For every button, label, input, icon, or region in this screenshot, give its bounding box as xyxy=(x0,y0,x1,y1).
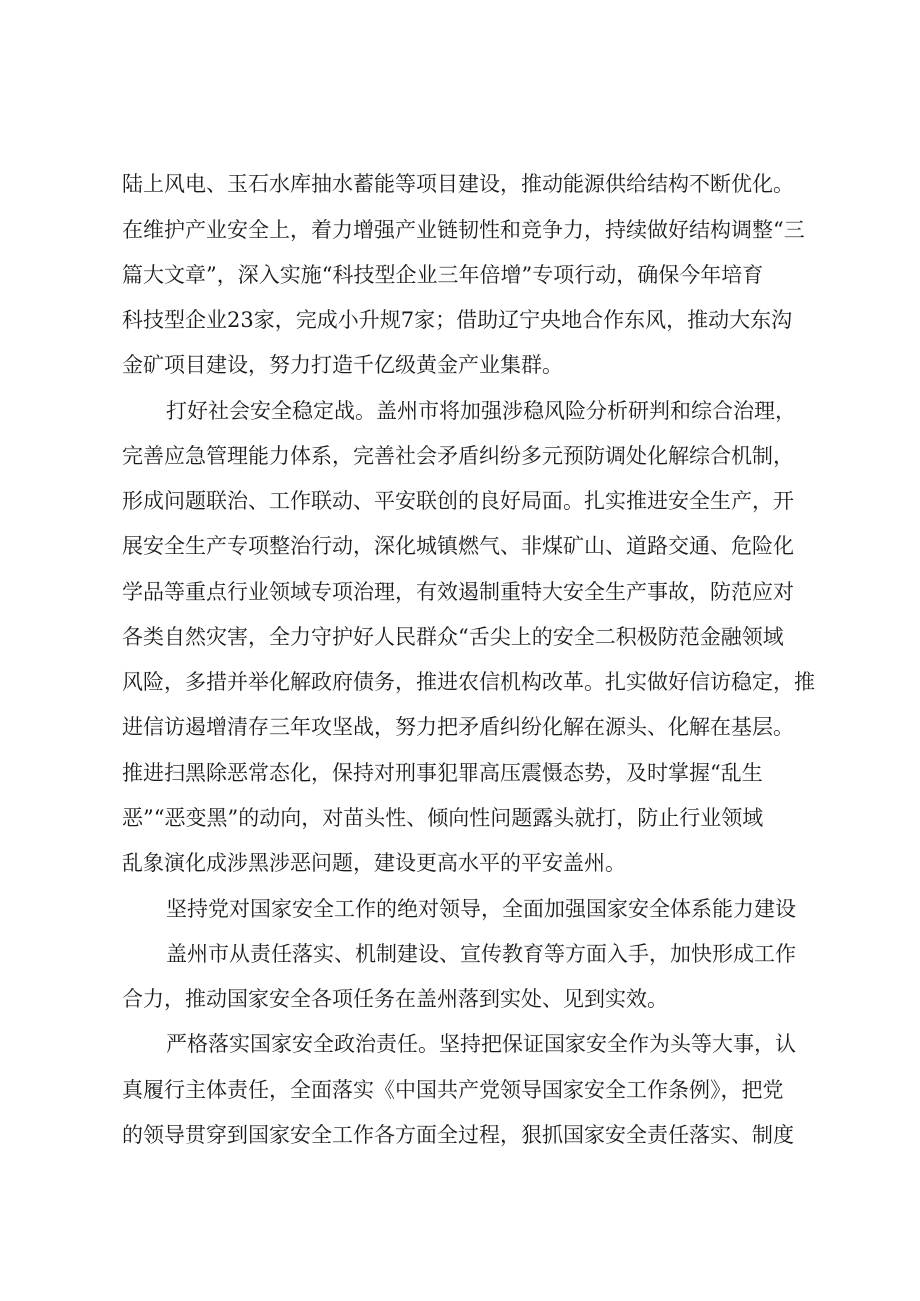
text-line-content: 进信访遏增清存三年攻坚战，努力把矛盾纠纷化解在源头、化解在基层。 xyxy=(122,715,794,739)
text-line-content: 真履行主体责任，全面落实《中国共产党领导国家安全工作条例》，把党 xyxy=(122,1078,784,1102)
text-line xyxy=(0,753,920,793)
text-line xyxy=(0,617,920,657)
text-line xyxy=(0,979,920,1019)
text-line xyxy=(0,798,920,838)
text-line-content: 科技型企业23家，完成小升规7家；借助辽宁央地合作东风，推动大东沟 xyxy=(122,308,793,332)
text-line xyxy=(0,526,920,566)
text-line xyxy=(0,255,920,295)
text-line-content: 金矿项目建设，努力打造千亿级黄金产业集群。 xyxy=(122,353,563,377)
text-line-content: 形成问题联治、工作联动、平安联创的良好局面。扎实推进安全生产，开 xyxy=(122,489,794,513)
text-line-content: 风险，多措并举化解政府债务，推进农信机构改革。扎实做好信访稳定，推 xyxy=(122,670,815,694)
text-line xyxy=(0,210,920,250)
text-line-content: 盖州市从责任落实、机制建设、宣传教育等方面入手，加快形成工作 xyxy=(166,942,796,966)
text-line xyxy=(0,662,920,702)
text-line-content: 恶”“恶变黑”的动向，对苗头性、倾向性问题露头就打，防止行业领域 xyxy=(122,806,764,830)
text-line xyxy=(0,889,920,929)
text-line xyxy=(0,391,920,431)
text-line xyxy=(0,300,920,340)
text-line xyxy=(0,436,920,476)
text-line-content: 打好社会安全稳定战。盖州市将加强涉稳风险分析研判和综合治理， xyxy=(166,399,796,423)
text-line-content: 篇大文章”，深入实施“科技型企业三年倍增”专项行动，确保今年培育 xyxy=(122,263,764,287)
text-line-content: 在维护产业安全上，着力增强产业链韧性和竞争力，持续做好结构调整“三 xyxy=(122,218,805,242)
text-line-content: 完善应急管理能力体系，完善社会矛盾纠纷多元预防调处化解综合机制， xyxy=(122,444,794,468)
text-line xyxy=(0,1115,920,1155)
text-line xyxy=(0,843,920,883)
text-line-content: 陆上风电、玉石水库抽水蓄能等项目建设，推动能源供给结构不断优化。 xyxy=(122,172,794,196)
text-line-content: 学品等重点行业领域专项治理，有效遏制重特大安全生产事故，防范应对 xyxy=(122,580,794,604)
text-line-content: 的领导贯穿到国家安全工作各方面全过程，狠抓国家安全责任落实、制度 xyxy=(122,1123,794,1147)
text-line xyxy=(0,934,920,974)
text-line xyxy=(0,1024,920,1064)
text-line xyxy=(0,1070,920,1110)
text-line xyxy=(0,164,920,204)
text-line-content: 合力，推动国家安全各项任务在盖州落到实处、见到实效。 xyxy=(122,987,668,1011)
text-line-content: 乱象演化成涉黑涉恶问题，建设更高水平的平安盖州。 xyxy=(122,851,626,875)
text-line-content: 展安全生产专项整治行动，深化城镇燃气、非煤矿山、道路交通、危险化 xyxy=(122,534,794,558)
text-line xyxy=(0,707,920,747)
text-line-content: 各类自然灾害，全力守护好人民群众“舌尖上的安全二积极防范金融领域 xyxy=(122,625,784,649)
text-line-content: 严格落实国家安全政治责任。坚持把保证国家安全作为头等大事，认 xyxy=(166,1032,796,1056)
text-line-content: 坚持党对国家安全工作的绝对领导，全面加强国家安全体系能力建设 xyxy=(166,897,796,921)
text-line-content: 推进扫黑除恶常态化，保持对刑事犯罪高压震慑态势，及时掌握“乱生 xyxy=(122,761,763,785)
text-line xyxy=(0,481,920,521)
text-line xyxy=(0,572,920,612)
text-line xyxy=(0,345,920,385)
